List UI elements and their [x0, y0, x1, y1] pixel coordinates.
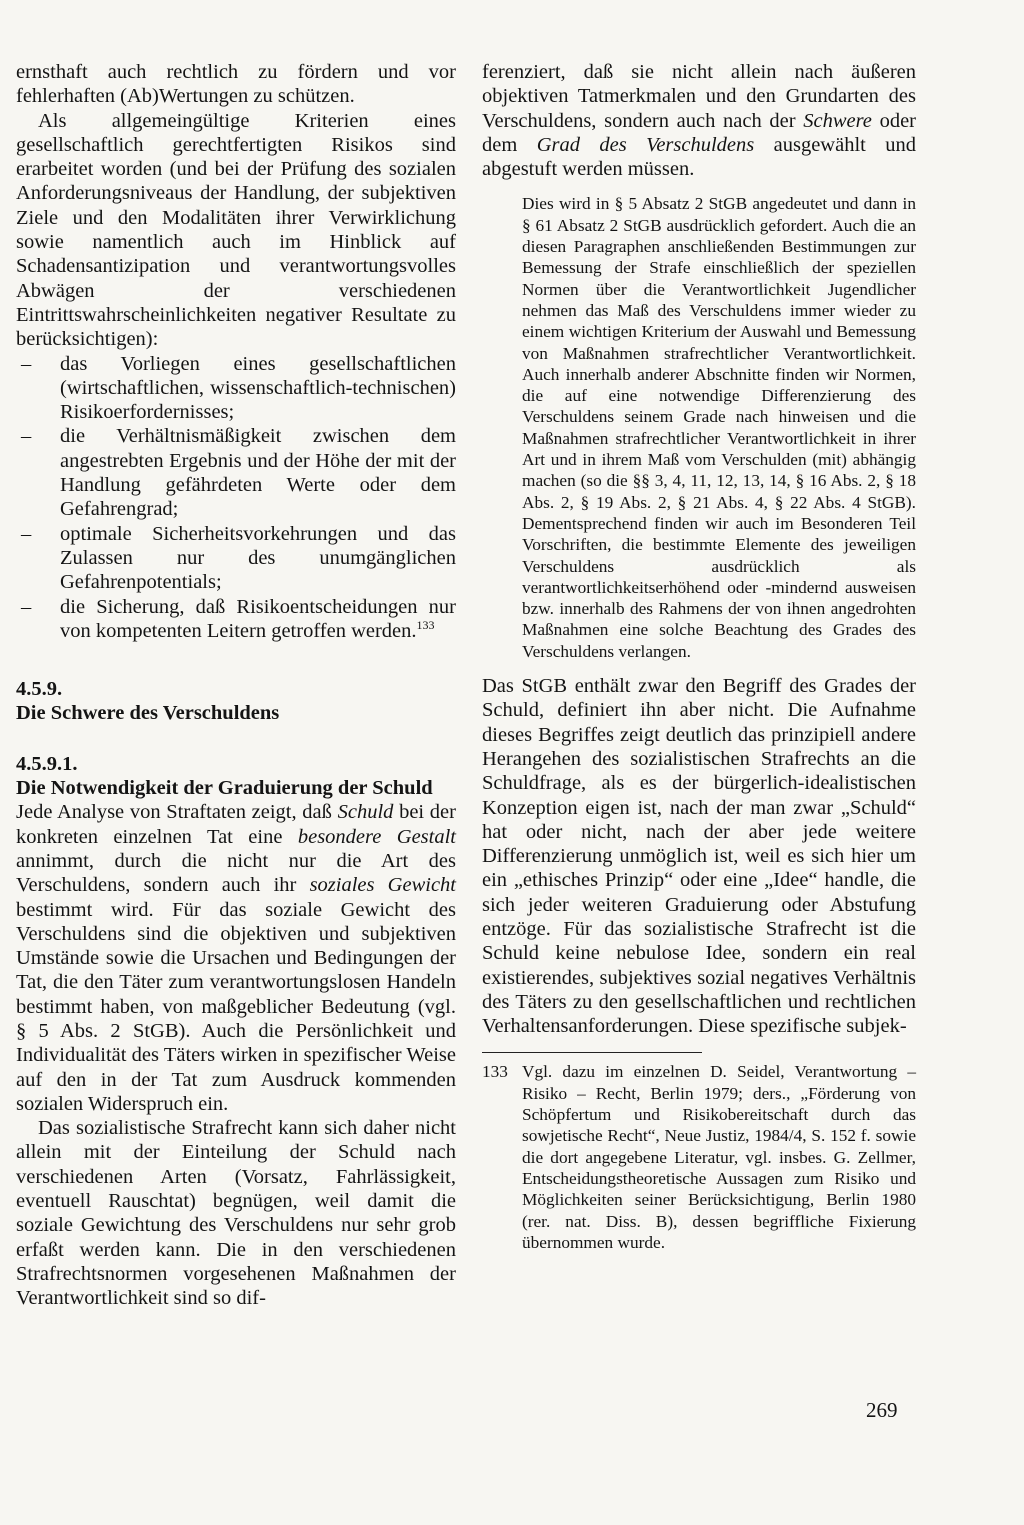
left-column: [16, 60, 456, 1311]
text-run: ausgewählt und abgestuft werden müssen.: [482, 133, 916, 181]
list-item: – die Verhältnismäßigkeit zwischen dem angestrebten Ergebnis und der Höhe der mit der Handlung gefährdeten Werte oder dem Gefahrengrad;: [16, 424, 456, 521]
emphasis: Grad des Verschuldens: [536, 133, 755, 156]
list-item-text: die Sicherung, daß Risikoentscheidungen nur von kompetenten Leitern getroffen werden.: [60, 595, 456, 642]
right-column: [482, 60, 916, 1253]
section-heading: Die Schwere des Verschuldens: [16, 702, 280, 725]
text-run: ferenziert, daß sie nicht allein nach äußeren objektiven Tatmerkmalen und den Grundarten des Verschuldens, sondern auch nach der: [482, 61, 916, 132]
paragraph: Das sozialistische Strafrecht kann sich daher nicht allein mit der Einteilung der Schuld nach verschiedenen Arten (Vorsatz, Fahrlässigkeit, eventuell Rauschtat) begnügen, weil damit die soziale Gewichtung des Verschuldens nur sehr grob erfaßt werden kann. Die in den verschiedenen Strafrechtsnormen vorgesehenen Maßnahmen der Verantwortlichkeit sind so dif-: [16, 1117, 456, 1310]
list-item: [16, 595, 456, 644]
section-number: 4.5.9.: [16, 678, 63, 701]
paragraph: Das StGB enthält zwar den Begriff des Grades der Schuld, definiert ihn aber nicht. Die Aufnahme dieses Begriffes zeigt deutlich das prinzipiell andere Herangehen des sozialistischen Strafrechts an die Schuldfrage, als es der bürgerlich-idealistischen Konzeption eigen ist, nach der man zwar „Schuld“ hat oder nicht, nach der aber jede weitere Differenzierung unmöglich ist, weil es sich hier um ein „ethisches Prinzip“ oder eine „Idee“ handle, die sich jeder weiteren Graduierung oder Abstufung entzöge. Für das sozialistische Strafrecht ist die Schuld keine nebulose Idee, sondern ein real existierendes, subjektives sozial negatives Verhältnis des Täters zu den gesellschaftlichen und rechtlichen Verhaltensanforderungen. Diese spezifische subjek-: [482, 675, 916, 1038]
emphasis: soziales Gewicht: [309, 874, 456, 897]
text-run: Jede Analyse von Straftaten zeigt, daß: [16, 801, 338, 824]
footnote-separator: [482, 1052, 702, 1053]
subsection-number: 4.5.9.1.: [16, 752, 78, 775]
page-number: 269: [866, 1398, 898, 1422]
footnote-reference: 133: [416, 618, 435, 632]
small-print-note: Dies wird in § 5 Absatz 2 StGB angedeutet und dann in § 61 Absatz 2 StGB ausdrücklich gefordert. Auch die an diesen Paragraphen anschließenden Bestimmungen zur Bemessung der Strafe einschließlich der speziellen Normen über die Verantwortlichkeit Jugendlicher nehmen das Maß des Verschuldens immer wieder zu einem wichtigen Kriterium der Auswahl und Bemessung von Maßnahmen strafrechtlicher Verantwortlichkeit. Auch innerhalb anderer Abschnitte finden wir Normen, die auf eine notwendige Differenzierung des Verschuldens seinem Grade nach hinweisen und die Maßnahmen strafrechtlicher Verantwortlichkeit in ihrer Art und in ihrem Maß vom Verschulden (mit) abhängig machen (so die §§ 3, 4, 11, 12, 13, 14, § 16 Abs. 2, § 18 Abs. 2, § 19 Abs. 2, § 21 Abs. 4, § 22 Abs. 4 StGB). Dementsprechend finden wir auch im Besonderen Teil Vorschriften, die bestimmte Elemente des jeweiligen Verschuldens ausdrücklich als verantwortlichkeitserhöhend oder -mindernd ausweisen bzw. innerhalb des Rahmens der von ihnen angedrohten Maßnahmen eine solche Beachtung des Grades des Verschuldens verlangen.: [522, 194, 916, 661]
paragraph: Als allgemeingültige Kriterien eines gesellschaftlich gerechtfertigten Risikos sind erarbeitet worden (und bei der Prüfung des sozialen Anforderungsniveaus der Handlung, der subjektiven Ziele und den Modalitäten ihrer Verwirklichung sowie namentlich auch im Hinblick auf Schadensantizipation und verantwortungsvolles Abwägen der verschiedenen Eintrittswahrscheinlichkeiten negativer Resultate zu berücksichtigen):: [16, 109, 456, 351]
paragraph: [16, 800, 456, 1116]
emphasis: Schwere: [803, 109, 872, 132]
text-run: bestimmt wird. Für das soziale Gewicht des Verschuldens sind die objektiven und subjektiven Umstände sowie die Ursachen und Bedingungen der Tat, die den Täter zum verantwortungslosen Handeln bestimmt haben, von maßgeblicher Bedeutung (vgl. § 5 Abs. 2 StGB). Auch die Persönlichkeit und Individualität des Täters wirken in spezifischer Weise auf den in der Tat zum Ausdruck kommenden sozialen Widerspruch ein.: [16, 898, 456, 1115]
text-run: annimmt, durch die nicht nur die Art des Verschuldens, sondern auch ihr: [16, 849, 456, 897]
text-run: bei der konkreten einzelnen Tat eine: [16, 801, 456, 848]
emphasis: Schuld: [337, 801, 394, 824]
paragraph: [482, 60, 916, 181]
criteria-list: [16, 352, 456, 644]
subsection-heading: Die Notwendigkeit der Graduierung der Schuld: [16, 777, 433, 800]
list-item: – optimale Sicherheitsvorkehrungen und das Zulassen nur des unumgänglichen Gefahrenpotentials;: [16, 522, 456, 595]
footnote-number: 133: [482, 1062, 508, 1082]
footnote: [482, 1061, 916, 1253]
footnote-text: Vgl. dazu im einzelnen D. Seidel, Verantwortung – Risiko – Recht, Berlin 1979; ders., „Förderung von Schöpfertum und Risikobereitschaft durch das sowjetische Recht“, Neue Justiz, 1984/4, S. 152 f. sowie die dort angegebene Literatur, vgl. insbes. G. Zellmer, Entscheidungstheoretische Aussagen zum Risiko und Möglichkeiten seiner Berücksichtigung, Berlin 1980 (rer. nat. Diss. B), dessen begriffliche Fixierung übernommen wurde.: [522, 1062, 916, 1252]
list-item: – das Vorliegen eines gesellschaftlichen (wirtschaftlichen, wissenschaftlich-technischen) Risikoerfordernisses;: [16, 352, 456, 425]
emphasis: besondere Gestalt: [297, 825, 456, 848]
text-run: oder dem: [482, 109, 916, 156]
paragraph: ernsthaft auch rechtlich zu fördern und vor fehlerhaften (Ab)Wertungen zu schützen.: [16, 61, 456, 108]
